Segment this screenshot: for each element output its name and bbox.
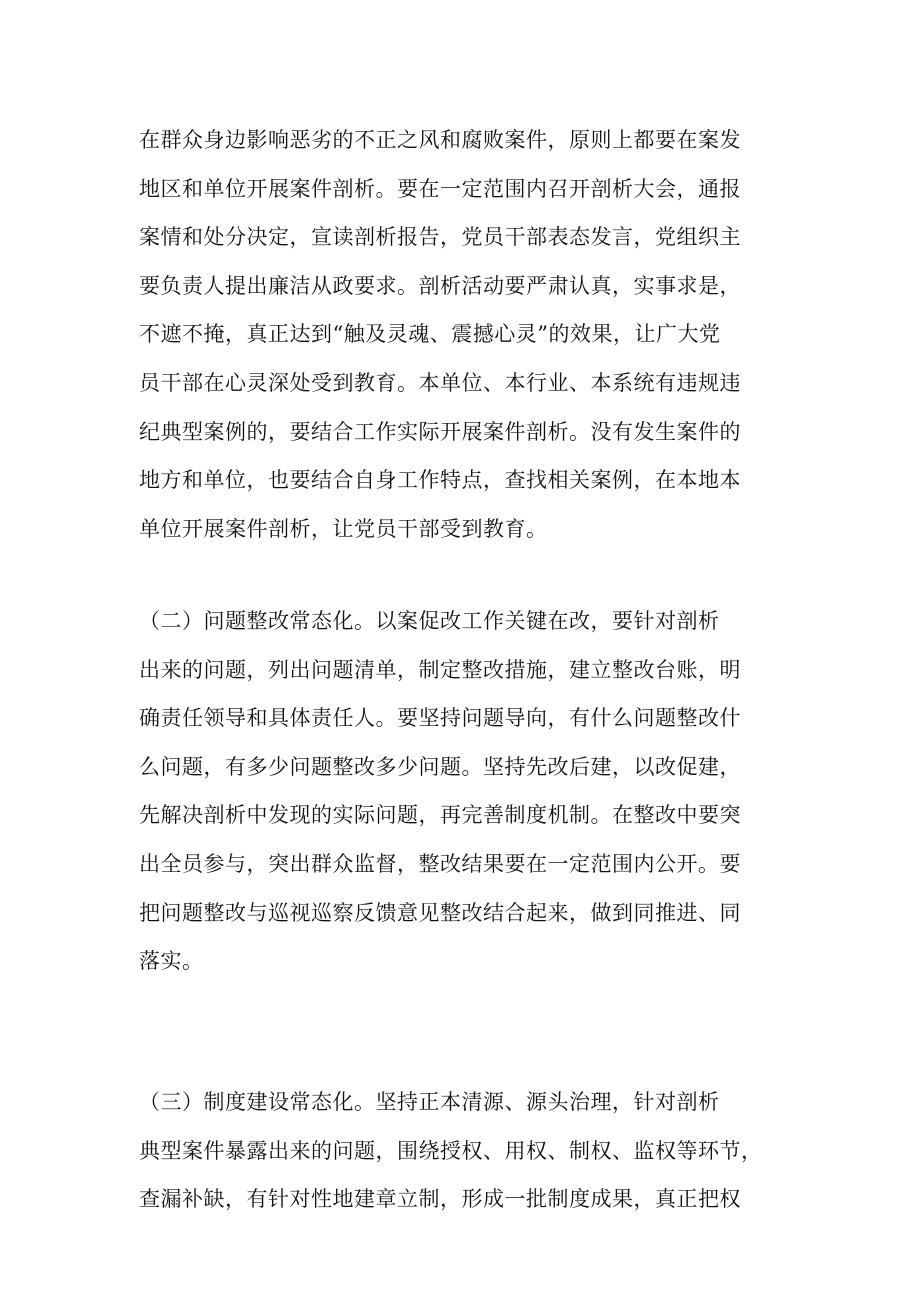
text-line: 案情和处分决定，宣读剖析报告，党员干部表态发言，党组织主	[139, 225, 741, 250]
text-line: 不遮不掩，真正达到“触及灵魂、震撼心灵”的效果，让广大党	[139, 322, 721, 347]
text-line: 确责任领导和具体责任人。要坚持问题导向，有什么问题整改什	[139, 706, 741, 731]
text-line: 员干部在心灵深处受到教育。本单位、本行业、本系统有违规违	[139, 370, 741, 395]
paragraph-system-building	[139, 1078, 787, 1224]
text-line: 单位开展案件剖析，让党员干部受到教育。	[139, 516, 548, 541]
text-line: 地方和单位，也要结合自身工作特点，查找相关案例，在本地本	[139, 468, 741, 493]
text-line: 典型案件暴露出来的问题，围绕授权、用权、制权、监权等环节，	[139, 1138, 763, 1163]
text-line: 地区和单位开展案件剖析。要在一定范围内召开剖析大会，通报	[139, 176, 741, 201]
text-line: 么问题，有多少问题整改多少问题。坚持先改后建，以改促建，	[139, 754, 741, 779]
text-line: 要负责人提出廉洁从政要求。剖析活动要严肃认真，实事求是，	[139, 273, 741, 298]
text-line: 落实。	[139, 949, 204, 974]
text-line: 在群众身边影响恶劣的不正之风和腐败案件，原则上都要在案发	[139, 128, 741, 152]
text-line: （二）问题整改常态化。以案促改工作关键在改，要针对剖析	[139, 609, 720, 633]
text-line: 查漏补缺，有针对性地建章立制，形成一批制度成果，真正把权	[139, 1187, 741, 1212]
text-line: 纪典型案例的，要结合工作实际开展案件剖析。没有发生案件的	[139, 419, 741, 444]
text-line: （三）制度建设常态化。坚持正本清源、源头治理，针对剖析	[139, 1090, 720, 1114]
text-line: 先解决剖析中发现的实际问题，再完善制度机制。在整改中要突	[139, 803, 741, 828]
text-line: 出来的问题，列出问题清单，制定整改措施，建立整改台账，明	[139, 657, 741, 682]
paragraph-case-analysis	[139, 116, 787, 553]
text-line: 出全员参与，突出群众监督，整改结果要在一定范围内公开。要	[139, 851, 741, 876]
paragraph-problem-rectification	[139, 597, 787, 986]
text-line: 把问题整改与巡视巡察反馈意见整改结合起来，做到同推进、同	[139, 900, 741, 925]
